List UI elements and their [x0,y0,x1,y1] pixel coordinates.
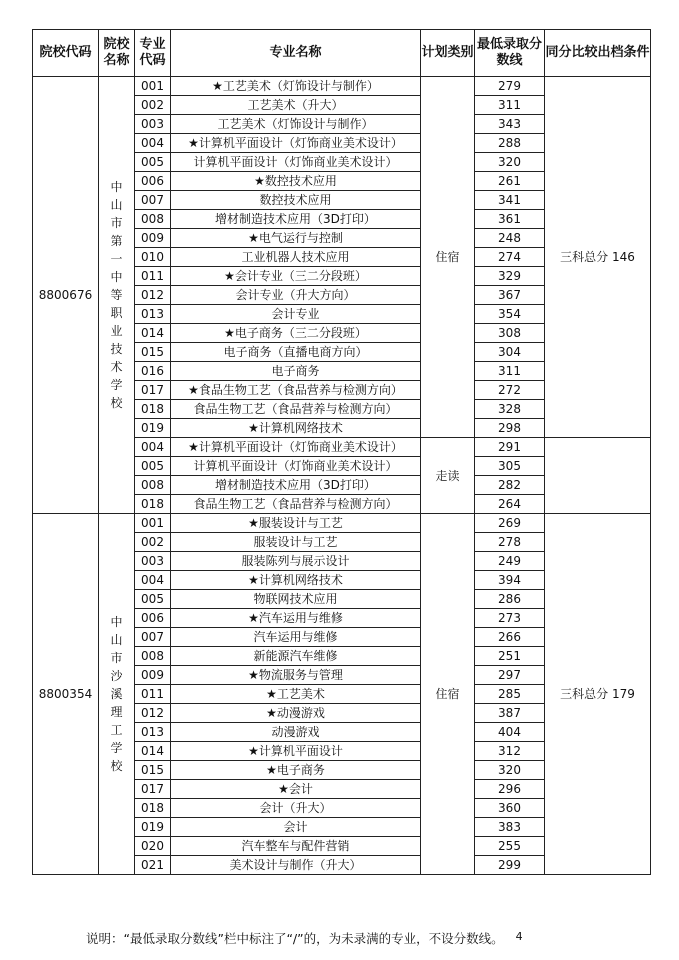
major-code: 012 [135,704,171,723]
major-code: 015 [135,761,171,780]
min-score: 343 [475,115,545,134]
major-name: 会计专业（升大方向） [171,286,421,305]
major-code: 017 [135,381,171,400]
min-score: 249 [475,552,545,571]
min-score: 296 [475,780,545,799]
major-code: 006 [135,172,171,191]
min-score: 273 [475,609,545,628]
major-code: 004 [135,134,171,153]
major-name: ★电子商务 [171,761,421,780]
major-code: 018 [135,799,171,818]
major-name: 新能源汽车维修 [171,647,421,666]
major-name: 电子商务（直播电商方向） [171,343,421,362]
major-name: ★计算机网络技术 [171,571,421,590]
major-code: 014 [135,324,171,343]
major-code: 013 [135,305,171,324]
min-score: 387 [475,704,545,723]
major-code: 002 [135,533,171,552]
footnote [86,929,523,947]
major-code: 013 [135,723,171,742]
min-score: 394 [475,571,545,590]
header-row [33,30,651,77]
major-name: 增材制造技术应用（3D打印） [171,210,421,229]
major-name: ★服装设计与工艺 [171,514,421,533]
tie-rule: 三科总分 146 [545,77,651,438]
major-name: ★数控技术应用 [171,172,421,191]
major-code: 001 [135,514,171,533]
header-school-name: 院校名称 [99,30,135,77]
major-code: 009 [135,229,171,248]
major-code: 008 [135,476,171,495]
min-score: 269 [475,514,545,533]
major-name: ★工艺美术 [171,685,421,704]
min-score: 282 [475,476,545,495]
min-score: 261 [475,172,545,191]
min-score: 251 [475,647,545,666]
min-score: 320 [475,153,545,172]
major-code: 010 [135,248,171,267]
major-name: 工艺美术（灯饰设计与制作） [171,115,421,134]
header-plan-type: 计划类别 [421,30,475,77]
major-code: 014 [135,742,171,761]
major-code: 020 [135,837,171,856]
min-score: 311 [475,96,545,115]
tie-rule: 三科总分 179 [545,514,651,875]
major-code: 002 [135,96,171,115]
major-name: 汽车运用与维修 [171,628,421,647]
min-score: 311 [475,362,545,381]
min-score: 255 [475,837,545,856]
major-name: 会计 [171,818,421,837]
major-code: 009 [135,666,171,685]
major-name: 会计专业 [171,305,421,324]
major-code: 007 [135,628,171,647]
tie-rule [545,438,651,514]
plan-type: 住宿 [421,77,475,438]
major-name: 计算机平面设计（灯饰商业美术设计） [171,153,421,172]
major-code: 006 [135,609,171,628]
major-code: 008 [135,647,171,666]
min-score: 279 [475,77,545,96]
min-score: 320 [475,761,545,780]
major-code: 015 [135,343,171,362]
major-name: 食品生物工艺（食品营养与检测方向） [171,495,421,514]
major-code: 004 [135,438,171,457]
school-code: 8800676 [33,77,99,514]
major-name: ★食品生物工艺（食品营养与检测方向） [171,381,421,400]
major-name: 会计（升大） [171,799,421,818]
min-score: 299 [475,856,545,875]
major-name: ★会计专业（三二分段班） [171,267,421,286]
major-code: 005 [135,590,171,609]
major-name: ★电气运行与控制 [171,229,421,248]
major-code: 018 [135,400,171,419]
min-score: 285 [475,685,545,704]
min-score: 328 [475,400,545,419]
min-score: 354 [475,305,545,324]
major-code: 011 [135,267,171,286]
header-tie-rule: 同分比较出档条件 [545,30,651,77]
min-score: 360 [475,799,545,818]
major-name: 计算机平面设计（灯饰商业美术设计） [171,457,421,476]
major-name: 增材制造技术应用（3D打印） [171,476,421,495]
table-row [33,77,651,96]
major-name: ★动漫游戏 [171,704,421,723]
page-number: 4 [515,930,523,943]
header-major-name: 专业名称 [171,30,421,77]
major-code: 011 [135,685,171,704]
min-score: 361 [475,210,545,229]
plan-type: 走读 [421,438,475,514]
min-score: 308 [475,324,545,343]
major-code: 021 [135,856,171,875]
min-score: 305 [475,457,545,476]
header-min-score: 最低录取分数线 [475,30,545,77]
major-name: 数控技术应用 [171,191,421,210]
footnote-text: 说明：“最低录取分数线”栏中标注了“/”的，为未录满的专业，不设分数线。 [86,931,504,946]
min-score: 304 [475,343,545,362]
major-name: ★会计 [171,780,421,799]
table-row [33,514,651,533]
major-code: 012 [135,286,171,305]
major-name: 电子商务 [171,362,421,381]
major-code: 016 [135,362,171,381]
major-name: 美术设计与制作（升大） [171,856,421,875]
major-code: 007 [135,191,171,210]
min-score: 278 [475,533,545,552]
min-score: 298 [475,419,545,438]
admission-score-table [32,29,651,875]
min-score: 367 [475,286,545,305]
school-code: 8800354 [33,514,99,875]
major-name: 工艺美术（升大） [171,96,421,115]
major-code: 004 [135,571,171,590]
major-name: ★电子商务（三二分段班） [171,324,421,343]
major-code: 008 [135,210,171,229]
min-score: 266 [475,628,545,647]
major-code: 001 [135,77,171,96]
school-name [99,514,135,875]
table-body [33,77,651,875]
min-score: 312 [475,742,545,761]
min-score: 329 [475,267,545,286]
major-name: 汽车整车与配件营销 [171,837,421,856]
min-score: 286 [475,590,545,609]
min-score: 404 [475,723,545,742]
major-name: ★计算机平面设计（灯饰商业美术设计） [171,134,421,153]
major-code: 017 [135,780,171,799]
major-name: ★汽车运用与维修 [171,609,421,628]
header-school-code: 院校代码 [33,30,99,77]
min-score: 341 [475,191,545,210]
min-score: 248 [475,229,545,248]
min-score: 383 [475,818,545,837]
major-code: 003 [135,115,171,134]
min-score: 288 [475,134,545,153]
major-code: 018 [135,495,171,514]
min-score: 272 [475,381,545,400]
major-code: 003 [135,552,171,571]
school-name [99,77,135,514]
major-code: 005 [135,457,171,476]
school-name-text: 中山市第一中等职业技术学校 [110,180,123,410]
table-header [33,30,651,77]
major-name: 物联网技术应用 [171,590,421,609]
min-score: 274 [475,248,545,267]
major-name: ★物流服务与管理 [171,666,421,685]
major-name: 动漫游戏 [171,723,421,742]
min-score: 297 [475,666,545,685]
major-code: 019 [135,818,171,837]
major-name: 服装设计与工艺 [171,533,421,552]
major-name: 服装陈列与展示设计 [171,552,421,571]
major-name: ★工艺美术（灯饰设计与制作） [171,77,421,96]
major-name: 食品生物工艺（食品营养与检测方向） [171,400,421,419]
major-code: 019 [135,419,171,438]
major-name: ★计算机平面设计（灯饰商业美术设计） [171,438,421,457]
plan-type: 住宿 [421,514,475,875]
header-major-code: 专业代码 [135,30,171,77]
school-name-text: 中山市沙溪理工学校 [110,615,123,773]
min-score: 264 [475,495,545,514]
major-code: 005 [135,153,171,172]
min-score: 291 [475,438,545,457]
major-name: ★计算机平面设计 [171,742,421,761]
major-name: 工业机器人技术应用 [171,248,421,267]
major-name: ★计算机网络技术 [171,419,421,438]
